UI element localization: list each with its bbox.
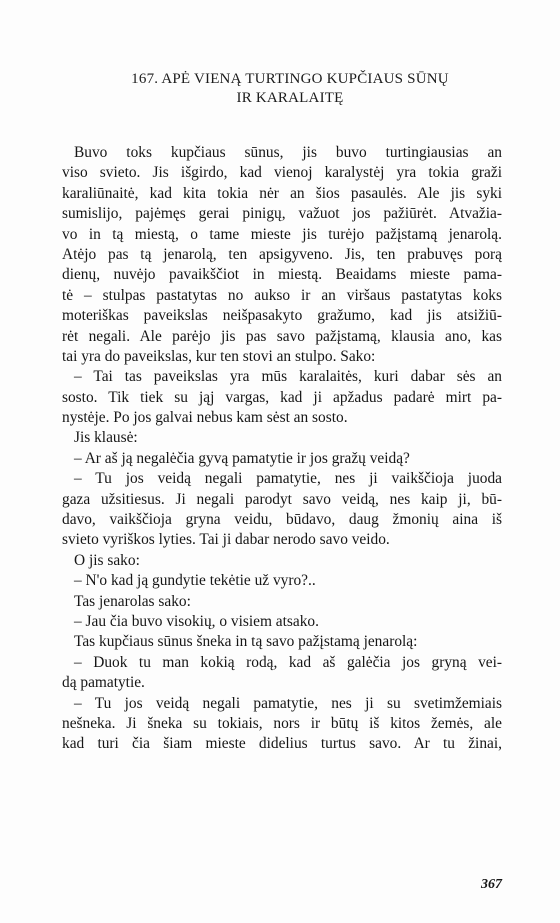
text-line: O jis sako: (74, 551, 140, 569)
text-line: moteriškas paveikslas neišpasakyto gražumo, kad jis atsižiū- (62, 307, 502, 325)
text-line: viso svieto. Jis išgirdo, kad vienoj karalystėj yra tokia graži (62, 164, 502, 182)
text-line: – Jau čia buvo visokių, o visiem atsako. (74, 612, 319, 630)
text-line: nešneka. Ji šneka su tokiais, nors ir būtų iš kitos žemės, ale (62, 714, 502, 732)
text-line: tai yra do paveikslas, kur ten stovi an stulpo. Sako: (62, 347, 376, 365)
text-line: Atėjo pas tą jenarolą, ten apsigyveno. Jis, ten prabuvęs porą (62, 245, 502, 263)
text-line: tė – stulpas pastatytas no aukso ir an viršaus pastatytas koks (62, 286, 502, 304)
text-line: vo in tą miestą, o tame mieste jis turėjo pažįstamą jenarolą. (62, 225, 502, 243)
text-line: – Tu jos veidą negali pamatytie, nes ji vaikščioja juoda (74, 470, 502, 488)
text-line: – Duok tu man kokią rodą, kad aš galėčia jos gryną vei- (74, 653, 502, 671)
text-line: dienų, nuvėjo pavaikščiot in miestą. Beaidams mieste pama- (62, 266, 502, 284)
text-line: gaza užsitiesus. Ji negali parodyt savo veidą, nes kaip ji, bū- (62, 490, 502, 508)
text-line: – Ar aš ją negalėčia gyvą pamatytie ir jos gražų veidą? (74, 449, 410, 467)
text-line: kad turi čia šiam mieste didelius turtus savo. Ar tu žinai, (62, 735, 502, 753)
text-line: Tas jenarolas sako: (74, 592, 191, 610)
text-line: – Tai tas paveikslas yra mūs karalaitės, kuri dabar sės an (74, 368, 502, 386)
text-line: sosto. Tik tiek su jąj vargas, kad ji apžadus padarė mirt pa- (62, 388, 502, 406)
text-line: svieto vyriškos lyties. Tai ji dabar nerodo savo veido. (62, 531, 390, 549)
text-line: Tas kupčiaus sūnus šneka in tą savo pažįstamą jenarolą: (74, 633, 418, 651)
text-line: Buvo toks kupčiaus sūnus, jis buvo turtingiausias an (74, 144, 502, 161)
text-line: dą pamatytie. (62, 674, 145, 692)
text-line: Jis klausė: (74, 429, 138, 447)
text-line: sumislijo, pajėmęs gerai pinigų, važuot jos pažiūrėt. Atvažia- (62, 205, 502, 223)
body-text (62, 143, 502, 755)
text-line: karaliūnaitė, kad kita tokia nėr an šios pasaulės. Ale jis syki (62, 184, 502, 202)
text-line: – Tu jos veidą negali pamatytie, nes ji su svetimžemiais (74, 694, 502, 712)
text-line: nystėje. Po jos galvai nebus kam sėst an sosto. (62, 409, 348, 427)
chapter-title (60, 70, 520, 108)
text-line: rėt negali. Ale parėjo jis pas savo pažįstamą, klausia ano, kas (62, 327, 502, 345)
page-number: 367 (481, 877, 502, 892)
chapter-title-line-1: 167. APĖ VIENĄ TURTINGO KUPČIAUS SŪNŲ (131, 71, 449, 87)
text-line: – N'o kad ją gundytie tekėtie už vyro?.. (74, 572, 316, 590)
chapter-title-line-2: IR KARALAITĘ (236, 90, 344, 106)
text-line: davo, vaikščioja gryna veidu, būdavo, daug žmonių aina iš (62, 511, 502, 529)
